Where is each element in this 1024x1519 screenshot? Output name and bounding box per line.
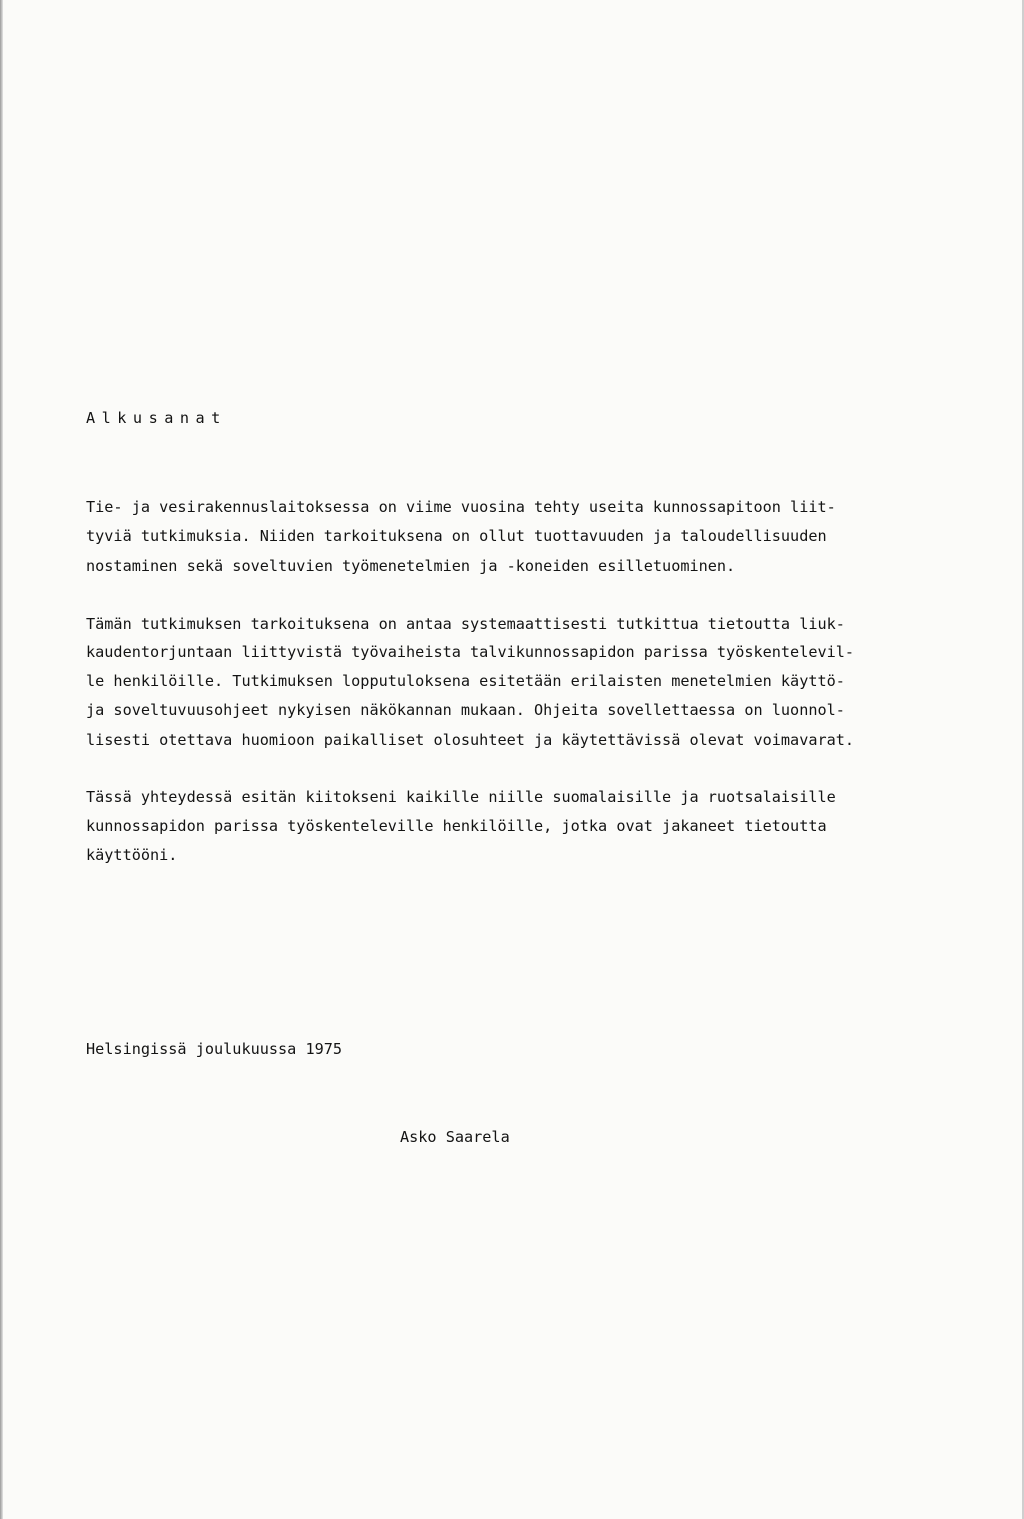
place-and-date: Helsingissä joulukuussa 1975 [86, 1040, 343, 1058]
paragraph-2-line-4: ja soveltuvuusohjeet nykyisen näkökannan mukaan. Ohjeita sovellettaessa on luonnol- [86, 701, 845, 719]
page-title: Alkusanat [86, 409, 227, 427]
paragraph-2-line-1: Tämän tutkimuksen tarkoituksena on antaa systemaattisesti tutkittua tietoutta liuk- [86, 615, 845, 633]
paragraph-3-line-3: käyttööni. [86, 846, 178, 864]
paragraph-2-line-3: le henkilöille. Tutkimuksen lopputuloksena esitetään erilaisten menetelmien käyttö- [86, 672, 845, 690]
paragraph-1-line-1: Tie- ja vesirakennuslaitoksessa on viime vuosina tehty useita kunnossapitoon liit- [86, 498, 836, 516]
paragraph-3-line-1: Tässä yhteydessä esitän kiitokseni kaikille niille suomalaisille ja ruotsalaisille [86, 788, 836, 806]
paragraph-1-line-2: tyviä tutkimuksia. Niiden tarkoituksena on ollut tuottavuuden ja taloudellisuuden [86, 527, 827, 545]
page-edge-shadow [0, 0, 3, 1519]
paragraph-2-line-2: kaudentorjuntaan liittyvistä työvaiheista talvikunnossapidon parissa työskentelevil- [86, 643, 855, 661]
paragraph-3-line-2: kunnossapidon parissa työskenteleville henkilöille, jotka ovat jakaneet tietoutta [86, 817, 827, 835]
paragraph-1-line-3: nostaminen sekä soveltuvien työmenetelmien ja -koneiden esilletuominen. [86, 557, 736, 575]
paragraph-2-line-5: lisesti otettava huomioon paikalliset olosuhteet ja käytettävissä olevat voimavarat. [86, 731, 855, 749]
author-name: Asko Saarela [400, 1128, 510, 1146]
